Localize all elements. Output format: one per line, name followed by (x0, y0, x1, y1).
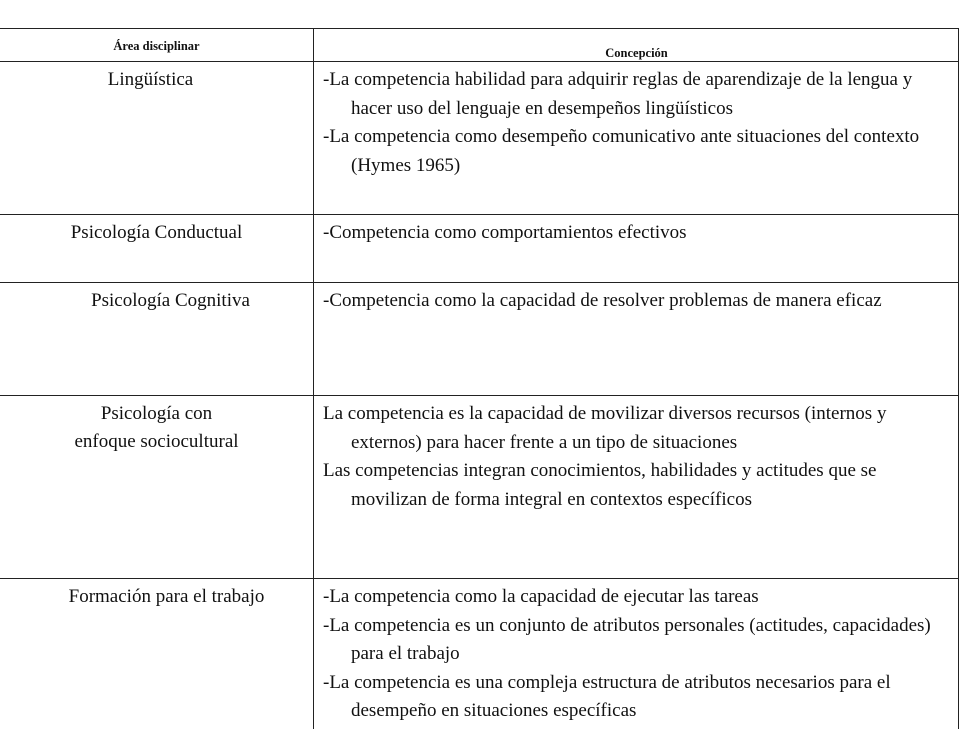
concept-line: -Competencia como comportamientos efectivos (323, 222, 687, 243)
concept-line: -La competencia como la capacidad de ejecutar las tareas (323, 586, 759, 607)
table-header-row (0, 29, 958, 62)
concept-line: -Competencia como la capacidad de resolver problemas de manera eficaz (323, 290, 882, 311)
concept-line: -La competencia es un conjunto de atributos personales (actitudes, capacidades) para el trabajo (323, 614, 931, 664)
area-cell: Formación para el trabajo (68, 586, 265, 607)
header-concepcion: Concepción (313, 29, 958, 61)
header-area: Área disciplinar (113, 39, 200, 53)
concept-cell (313, 215, 958, 282)
concept-cell (313, 579, 958, 729)
table-row (0, 579, 958, 729)
concept-line: -La competencia es una compleja estructura de atributos necesarios para el desempeño en situaciones específicas (323, 671, 891, 721)
table-row (0, 396, 958, 579)
concept-line: La competencia es la capacidad de movilizar diversos recursos (internos y externos) para hacer frente a un tipo de situaciones (323, 403, 887, 453)
area-cell: Psicología Cognitiva (91, 290, 250, 311)
table-row (0, 283, 958, 396)
concept-cell (313, 283, 958, 395)
concept-cell (313, 396, 958, 578)
concept-cell (313, 62, 958, 214)
competencies-table (0, 28, 959, 729)
concept-line: -La competencia como desempeño comunicativo ante situaciones del contexto (Hymes 1965) (323, 126, 920, 176)
area-line: Psicología con (100, 403, 213, 424)
area-cell: Psicología Conductual (70, 222, 243, 243)
table-row (0, 215, 958, 283)
table-row (0, 62, 958, 215)
concept-line: -La competencia habilidad para adquirir reglas de aparendizaje de la lengua y hacer uso del lenguaje en desempeños lingüísticos (323, 69, 913, 119)
area-cell (0, 396, 313, 578)
area-cell: Lingüística (107, 69, 194, 90)
concept-line: Las competencias integran conocimientos, habilidades y actitudes que se movilizan de forma integral en contextos específicos (323, 460, 877, 510)
area-line: enfoque sociocultural (74, 431, 239, 452)
